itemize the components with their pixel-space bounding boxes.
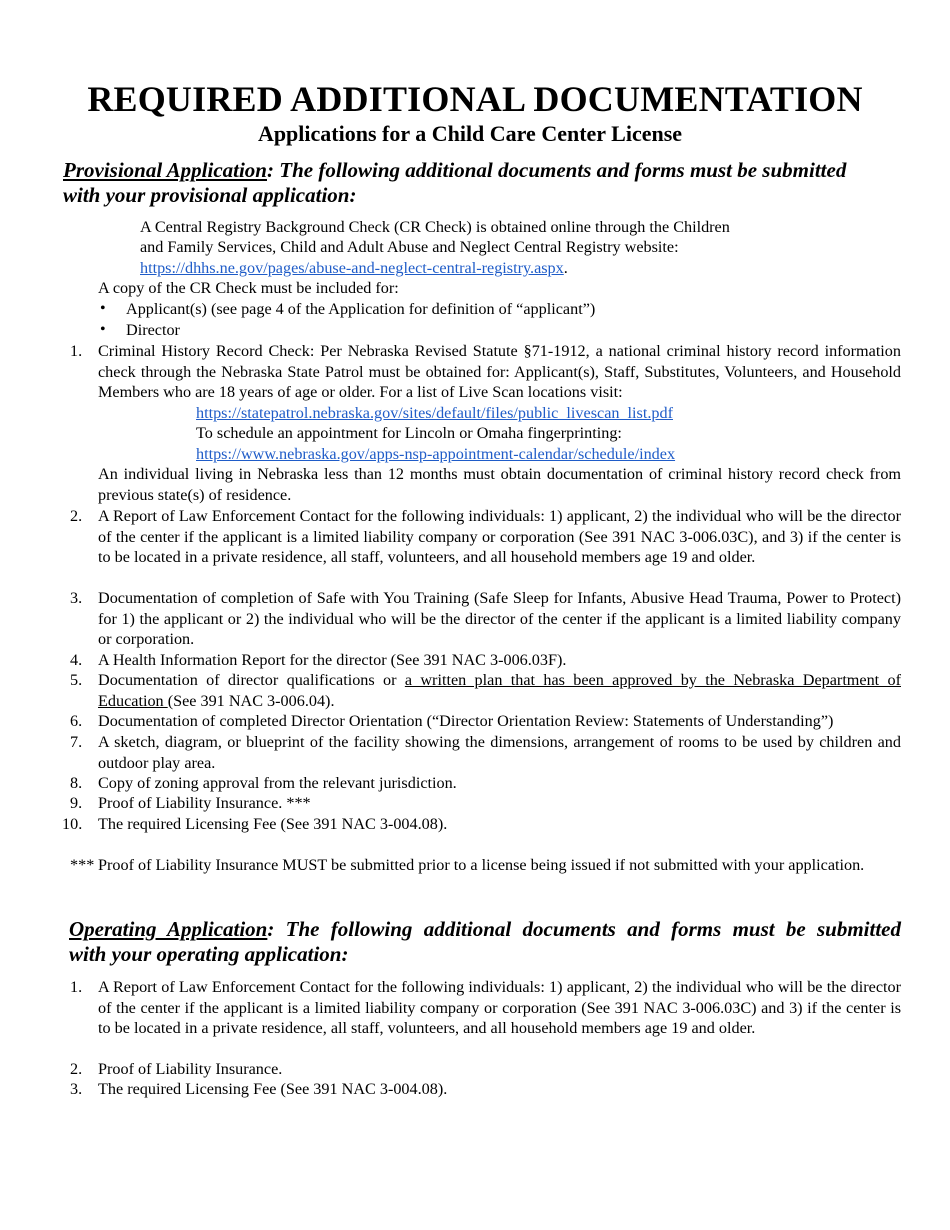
list-item: Proof of Liability Insurance.	[98, 1060, 283, 1078]
schedule-text: To schedule an appointment for Lincoln or Omaha fingerprinting:	[196, 424, 622, 442]
bullet-director: Director	[126, 321, 180, 339]
list-item: A Report of Law Enforcement Contact for the following individuals: 1) applicant, 2) the individual who will be the director of the center if the applicant is a limited liability company or corporation (See 391 NAC 3-006.03C), and 3) if the center is to be located in a private residence, all staff, volunteers, and all household members age 19 and older.	[98, 507, 901, 567]
item-number: 8.	[70, 774, 83, 792]
item-number: 5.	[70, 671, 83, 689]
item-number: 9.	[70, 794, 83, 812]
item-number: 7.	[70, 733, 83, 751]
criminal-history-text: Criminal History Record Check: Per Nebraska Revised Statute §71-1912, a national criminal history record information check through the Nebraska State Patrol must be obtained for: Applicant(s), Staff, Substitutes, Volunteers, and Household Members who are 18 years of age or older. For a list of Live Scan locations visit:	[98, 342, 901, 402]
residency-note: An individual living in Nebraska less than 12 months must obtain documentation of criminal history record check from previous state(s) of residence.	[98, 465, 901, 504]
bullet-applicant: Applicant(s) (see page 4 of the Application for definition of “applicant”)	[126, 300, 596, 318]
item-number: 1.	[70, 978, 83, 996]
footnote-mark: ***	[70, 856, 95, 874]
central-registry-link[interactable]: https://dhhs.ne.gov/pages/abuse-and-neglect-central-registry.aspx	[140, 259, 564, 277]
list-item: Documentation of completion of Safe with You Training (Safe Sleep for Infants, Abusive Head Trauma, Power to Protect) for 1) the applicant or 2) the individual who will be the director of the center if the applicant is a limited liability company or corporation.	[98, 589, 901, 649]
item-number: 3.	[70, 589, 83, 607]
livescan-link-line	[196, 403, 896, 424]
operating-heading-line2: with your operating application:	[69, 942, 349, 966]
item-number: 6.	[70, 712, 83, 730]
provisional-heading-line2: with your provisional application:	[63, 183, 357, 207]
list-item: The required Licensing Fee (See 391 NAC 3-004.08).	[98, 815, 448, 833]
list-item: A Health Information Report for the director (See 391 NAC 3-006.03F).	[98, 651, 567, 669]
item-number: 2.	[70, 1060, 83, 1078]
cr-copy-text: A copy of the CR Check must be included for:	[98, 279, 399, 297]
item-number: 2.	[70, 507, 83, 525]
bullet-icon: •	[100, 321, 106, 338]
list-item: Documentation of director qualifications or a written plan that has been approved by the Nebraska Department of Education (See 391 NAC 3-006.04).	[98, 671, 901, 710]
operating-heading-rest: : The following additional documents and forms must be submitted	[267, 917, 901, 941]
page-subtitle: Applications for a Child Care Center License	[257, 121, 683, 146]
provisional-heading-rest: : The following additional documents and forms must be submitted	[267, 158, 847, 182]
list-item: Proof of Liability Insurance. ***	[98, 794, 311, 812]
item-number: 4.	[70, 651, 83, 669]
provisional-heading-label: Provisional Application	[63, 158, 267, 182]
cr-check-line1: A Central Registry Background Check (CR Check) is obtained online through the Children	[140, 218, 730, 236]
operating-heading-label: Operating Application	[69, 917, 268, 941]
page-title: REQUIRED ADDITIONAL DOCUMENTATION	[87, 79, 863, 119]
list-item: Copy of zoning approval from the relevant jurisdiction.	[98, 774, 457, 792]
appointment-link-line	[196, 444, 896, 465]
insurance-footnote: Proof of Liability Insurance MUST be submitted prior to a license being issued if not submitted with your application.	[98, 856, 865, 874]
cr-check-line2: and Family Services, Child and Adult Abuse and Neglect Central Registry website:	[140, 238, 679, 256]
list-item: The required Licensing Fee (See 391 NAC 3-004.08).	[98, 1080, 448, 1098]
item-number: 10.	[62, 815, 83, 833]
item-number: 1.	[70, 342, 83, 360]
approved-plan-text: a written plan that has been approved by the Nebraska Department of Education	[98, 671, 901, 710]
list-item: A sketch, diagram, or blueprint of the facility showing the dimensions, arrangement of rooms to be used by children and outdoor play area.	[98, 733, 901, 772]
operating-heading	[69, 917, 901, 942]
item-number: 3.	[70, 1080, 83, 1098]
list-item: Documentation of completed Director Orientation (“Director Orientation Review: Statements of Understanding”)	[98, 712, 834, 730]
cr-check-link-line: https://dhhs.ne.gov/pages/abuse-and-neglect-central-registry.aspx.	[140, 259, 568, 277]
list-item: A Report of Law Enforcement Contact for the following individuals: 1) applicant, 2) the individual who will be the director of the center if the applicant is a limited liability company or corporation (See 391 NAC 3-006.03C) and 3) if the center is to be located in a private residence, all staff, volunteers, and all household members age 19 and older.	[98, 978, 901, 1038]
livescan-list-link[interactable]: https://statepatrol.nebraska.gov/sites/default/files/public_livescan_list.pdf	[196, 404, 673, 422]
provisional-heading	[63, 158, 893, 183]
appointment-calendar-link[interactable]: https://www.nebraska.gov/apps-nsp-appointment-calendar/schedule/index	[196, 445, 676, 463]
bullet-icon: •	[100, 300, 106, 317]
